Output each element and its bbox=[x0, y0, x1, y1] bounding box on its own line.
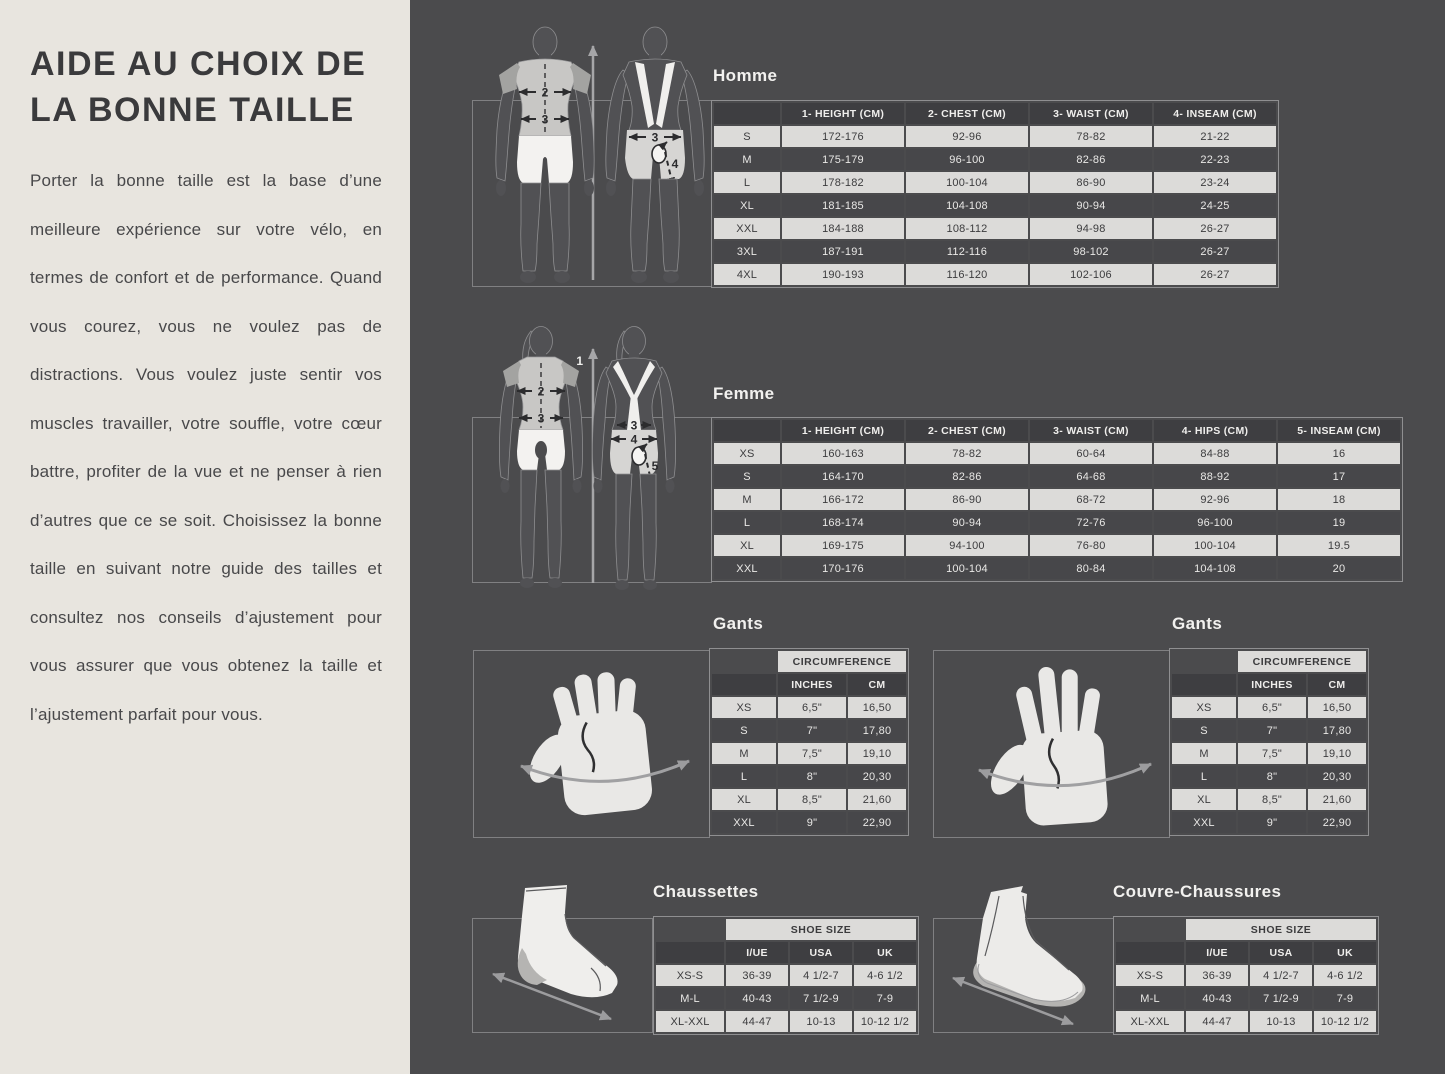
size-row-XL-XXL bbox=[656, 1011, 916, 1032]
size-table bbox=[711, 100, 1279, 288]
value-cell: 96-100 bbox=[906, 149, 1028, 170]
value-cell: 20 bbox=[1278, 558, 1400, 579]
value-cell: 7" bbox=[1238, 720, 1306, 741]
page-title: AIDE AU CHOIX DE LA BONNE TAILLE bbox=[30, 45, 367, 129]
value-cell: 21-22 bbox=[1154, 126, 1276, 147]
size-label-cell: XS bbox=[714, 443, 780, 464]
value-cell: 104-108 bbox=[906, 195, 1028, 216]
size-label-cell: XS-S bbox=[656, 965, 724, 986]
intro-paragraph: Porter la bonne taille est la base d’une meilleure expérience sur votre vélo, en termes de confort et de performance. Quand vous courez, vous ne voulez pas de distractions. Vous voulez juste sentir vos muscles travailler, votre souffle, votre cœur battre, profiter de la vue et ne penser à rien d’autres que ce se soit. Choisissez la bonne taille en suivant notre guide des tailles et consultez nos conseils d’ajustement pour vous assurer que vous obtenez la taille et l’ajustement parfait pour vous. bbox=[30, 171, 382, 724]
column-header-cell: USA bbox=[1250, 942, 1312, 963]
value-cell: 108-112 bbox=[906, 218, 1028, 239]
value-cell: 26-27 bbox=[1154, 218, 1276, 239]
value-cell: 9" bbox=[778, 812, 846, 833]
header-row bbox=[712, 674, 906, 695]
gants-left-size-table bbox=[709, 648, 909, 836]
value-cell: 4-6 1/2 bbox=[1314, 965, 1376, 986]
size-row-XS bbox=[714, 443, 1400, 464]
value-cell: 17,80 bbox=[1308, 720, 1366, 741]
size-label-cell: S bbox=[714, 466, 780, 487]
value-cell: 19.5 bbox=[1278, 535, 1400, 556]
size-row-S bbox=[712, 720, 906, 741]
value-cell: 80-84 bbox=[1030, 558, 1152, 579]
value-cell: 26-27 bbox=[1154, 264, 1276, 285]
column-header-cell: 3- WAIST (CM) bbox=[1030, 103, 1152, 124]
size-row-XS-S bbox=[1116, 965, 1376, 986]
size-row-M bbox=[1172, 743, 1366, 764]
size-row-XL bbox=[714, 535, 1400, 556]
column-header-cell: 2- CHEST (CM) bbox=[906, 103, 1028, 124]
value-cell: 82-86 bbox=[1030, 149, 1152, 170]
femme-size-table bbox=[711, 417, 1403, 582]
value-cell: 20,30 bbox=[1308, 766, 1366, 787]
size-row-M bbox=[712, 743, 906, 764]
size-label-cell: L bbox=[1172, 766, 1236, 787]
size-label-cell: XS bbox=[712, 697, 776, 718]
value-cell: 26-27 bbox=[1154, 241, 1276, 262]
size-row-XS bbox=[712, 697, 906, 718]
size-row-4XL bbox=[714, 264, 1276, 285]
value-cell: 72-76 bbox=[1030, 512, 1152, 533]
column-header-cell: I/UE bbox=[726, 942, 788, 963]
size-label-cell: XL bbox=[1172, 789, 1236, 810]
value-cell: 104-108 bbox=[1154, 558, 1276, 579]
value-cell: 175-179 bbox=[782, 149, 904, 170]
value-cell: 184-188 bbox=[782, 218, 904, 239]
group-header-row bbox=[712, 651, 906, 672]
size-row-XL bbox=[714, 195, 1276, 216]
value-cell: 8,5" bbox=[1238, 789, 1306, 810]
value-cell: 100-104 bbox=[906, 172, 1028, 193]
femme-front-figure bbox=[499, 327, 582, 589]
overshoe-illustration bbox=[933, 878, 1113, 1036]
size-row-XS bbox=[1172, 697, 1366, 718]
size-guide-panel bbox=[410, 0, 1445, 1074]
value-cell: 8" bbox=[1238, 766, 1306, 787]
size-row-XL bbox=[1172, 789, 1366, 810]
size-label-cell: L bbox=[714, 512, 780, 533]
size-row-XXL bbox=[714, 558, 1400, 579]
column-header-cell: INCHES bbox=[1238, 674, 1306, 695]
group-header-cell: SHOE SIZE bbox=[1186, 919, 1376, 940]
value-cell: 4 1/2-7 bbox=[1250, 965, 1312, 986]
header-row bbox=[656, 942, 916, 963]
size-table bbox=[1113, 916, 1379, 1035]
column-header-cell: 4- HIPS (CM) bbox=[1154, 420, 1276, 441]
chaussettes-size-table bbox=[653, 916, 919, 1035]
section-title-chaussettes: Chaussettes bbox=[653, 882, 759, 901]
sidebar bbox=[0, 0, 410, 1074]
value-cell: 68-72 bbox=[1030, 489, 1152, 510]
size-row-S bbox=[1172, 720, 1366, 741]
column-header-cell: CM bbox=[848, 674, 906, 695]
value-cell: 7-9 bbox=[1314, 988, 1376, 1009]
sock-illustration bbox=[473, 878, 653, 1033]
column-header-cell bbox=[714, 103, 780, 124]
column-header-cell: 3- WAIST (CM) bbox=[1030, 420, 1152, 441]
value-cell: 64-68 bbox=[1030, 466, 1152, 487]
column-header-cell bbox=[712, 674, 776, 695]
measure-label-waist: 3 bbox=[541, 112, 549, 127]
size-label-cell: M-L bbox=[1116, 988, 1184, 1009]
value-cell: 44-47 bbox=[726, 1011, 788, 1032]
value-cell: 92-96 bbox=[906, 126, 1028, 147]
value-cell: 168-174 bbox=[782, 512, 904, 533]
header-row bbox=[1172, 674, 1366, 695]
size-label-cell: M bbox=[712, 743, 776, 764]
size-row-M-L bbox=[656, 988, 916, 1009]
value-cell: 19 bbox=[1278, 512, 1400, 533]
value-cell: 23-24 bbox=[1154, 172, 1276, 193]
size-label-cell: XL-XXL bbox=[1116, 1011, 1184, 1032]
value-cell: 9" bbox=[1238, 812, 1306, 833]
size-label-cell: S bbox=[712, 720, 776, 741]
size-label-cell: L bbox=[712, 766, 776, 787]
size-label-cell: XL bbox=[714, 535, 780, 556]
value-cell: 172-176 bbox=[782, 126, 904, 147]
size-label-cell: 4XL bbox=[714, 264, 780, 285]
value-cell: 40-43 bbox=[1186, 988, 1248, 1009]
measure-label-waist: 3 bbox=[537, 411, 545, 426]
value-cell: 170-176 bbox=[782, 558, 904, 579]
value-cell: 84-88 bbox=[1154, 443, 1276, 464]
value-cell: 178-182 bbox=[782, 172, 904, 193]
value-cell: 7" bbox=[778, 720, 846, 741]
header-row bbox=[1116, 942, 1376, 963]
section-title-homme: Homme bbox=[713, 66, 778, 85]
size-label-cell: XXL bbox=[1172, 812, 1236, 833]
value-cell: 86-90 bbox=[1030, 172, 1152, 193]
measure-label-height: 1 bbox=[576, 354, 583, 368]
value-cell: 96-100 bbox=[1154, 512, 1276, 533]
value-cell: 10-13 bbox=[1250, 1011, 1312, 1032]
spacer-cell bbox=[1172, 651, 1236, 672]
value-cell: 102-106 bbox=[1030, 264, 1152, 285]
value-cell: 90-94 bbox=[906, 512, 1028, 533]
value-cell: 7-9 bbox=[854, 988, 916, 1009]
value-cell: 7 1/2-9 bbox=[1250, 988, 1312, 1009]
value-cell: 94-100 bbox=[906, 535, 1028, 556]
size-label-cell: 3XL bbox=[714, 241, 780, 262]
size-table bbox=[709, 648, 909, 836]
column-header-cell: CM bbox=[1308, 674, 1366, 695]
size-label-cell: XL-XXL bbox=[656, 1011, 724, 1032]
measure-label-inseam: 5 bbox=[651, 459, 659, 473]
value-cell: 36-39 bbox=[1186, 965, 1248, 986]
size-row-M-L bbox=[1116, 988, 1376, 1009]
value-cell: 76-80 bbox=[1030, 535, 1152, 556]
size-label-cell: XL bbox=[714, 195, 780, 216]
size-row-XL-XXL bbox=[1116, 1011, 1376, 1032]
homme-size-table bbox=[711, 100, 1279, 288]
value-cell: 100-104 bbox=[1154, 535, 1276, 556]
section-title-couvre-chaussures: Couvre-Chaussures bbox=[1113, 882, 1282, 901]
size-row-3XL bbox=[714, 241, 1276, 262]
size-table bbox=[1169, 648, 1369, 836]
group-header-row bbox=[1116, 919, 1376, 940]
value-cell: 19,10 bbox=[1308, 743, 1366, 764]
size-row-L bbox=[1172, 766, 1366, 787]
column-header-cell: INCHES bbox=[778, 674, 846, 695]
value-cell: 60-64 bbox=[1030, 443, 1152, 464]
column-header-cell: 1- HEIGHT (CM) bbox=[782, 420, 904, 441]
column-header-cell: I/UE bbox=[1186, 942, 1248, 963]
value-cell: 166-172 bbox=[782, 489, 904, 510]
column-header-cell bbox=[714, 420, 780, 441]
size-row-XL bbox=[712, 789, 906, 810]
size-label-cell: M bbox=[714, 489, 780, 510]
value-cell: 88-92 bbox=[1154, 466, 1276, 487]
column-header-cell: UK bbox=[854, 942, 916, 963]
femme-figures-illustration bbox=[455, 315, 725, 593]
size-table bbox=[653, 916, 919, 1035]
size-row-L bbox=[714, 172, 1276, 193]
section-title-femme: Femme bbox=[713, 384, 775, 403]
value-cell: 86-90 bbox=[906, 489, 1028, 510]
section-title-gants-right: Gants bbox=[1172, 614, 1223, 633]
column-header-cell: 5- INSEAM (CM) bbox=[1278, 420, 1400, 441]
value-cell: 10-13 bbox=[790, 1011, 852, 1032]
value-cell: 116-120 bbox=[906, 264, 1028, 285]
value-cell: 112-116 bbox=[906, 241, 1028, 262]
size-row-S bbox=[714, 126, 1276, 147]
value-cell: 160-163 bbox=[782, 443, 904, 464]
femme-back-figure bbox=[592, 327, 675, 591]
size-label-cell: S bbox=[714, 126, 780, 147]
value-cell: 7 1/2-9 bbox=[790, 988, 852, 1009]
value-cell: 7,5" bbox=[1238, 743, 1306, 764]
value-cell: 22,90 bbox=[1308, 812, 1366, 833]
value-cell: 98-102 bbox=[1030, 241, 1152, 262]
column-header-cell: 1- HEIGHT (CM) bbox=[782, 103, 904, 124]
size-row-M bbox=[714, 489, 1400, 510]
size-label-cell: S bbox=[1172, 720, 1236, 741]
homme-front-figure bbox=[496, 27, 594, 283]
size-label-cell: XXL bbox=[714, 558, 780, 579]
value-cell: 16,50 bbox=[848, 697, 906, 718]
couvre-chaussures-size-table bbox=[1113, 916, 1379, 1035]
size-label-cell: XXL bbox=[712, 812, 776, 833]
size-table bbox=[711, 417, 1403, 582]
spacer-cell bbox=[656, 919, 724, 940]
value-cell: 18 bbox=[1278, 489, 1400, 510]
value-cell: 181-185 bbox=[782, 195, 904, 216]
header-row bbox=[714, 420, 1400, 441]
value-cell: 40-43 bbox=[726, 988, 788, 1009]
value-cell: 7,5" bbox=[778, 743, 846, 764]
value-cell: 19,10 bbox=[848, 743, 906, 764]
size-label-cell: XXL bbox=[714, 218, 780, 239]
size-label-cell: XS-S bbox=[1116, 965, 1184, 986]
value-cell: 21,60 bbox=[848, 789, 906, 810]
measure-label-chest: 2 bbox=[541, 85, 549, 100]
section-title-gants-left: Gants bbox=[713, 614, 764, 633]
value-cell: 20,30 bbox=[848, 766, 906, 787]
header-row bbox=[714, 103, 1276, 124]
value-cell: 16 bbox=[1278, 443, 1400, 464]
gants-right-size-table bbox=[1169, 648, 1369, 836]
hand-illustration bbox=[963, 658, 1167, 838]
size-label-cell: M bbox=[714, 149, 780, 170]
value-cell: 94-98 bbox=[1030, 218, 1152, 239]
value-cell: 10-12 1/2 bbox=[854, 1011, 916, 1032]
size-row-L bbox=[712, 766, 906, 787]
homme-figures-illustration bbox=[455, 18, 725, 290]
group-header-cell: SHOE SIZE bbox=[726, 919, 916, 940]
value-cell: 8,5" bbox=[778, 789, 846, 810]
spacer-cell bbox=[712, 651, 776, 672]
value-cell: 100-104 bbox=[906, 558, 1028, 579]
measure-label-back-waist: 3 bbox=[651, 130, 659, 145]
value-cell: 36-39 bbox=[726, 965, 788, 986]
value-cell: 169-175 bbox=[782, 535, 904, 556]
value-cell: 78-82 bbox=[1030, 126, 1152, 147]
size-row-XS-S bbox=[656, 965, 916, 986]
size-label-cell: M-L bbox=[656, 988, 724, 1009]
group-header-row bbox=[1172, 651, 1366, 672]
value-cell: 92-96 bbox=[1154, 489, 1276, 510]
value-cell: 24-25 bbox=[1154, 195, 1276, 216]
column-header-cell: 2- CHEST (CM) bbox=[906, 420, 1028, 441]
value-cell: 4 1/2-7 bbox=[790, 965, 852, 986]
value-cell: 187-191 bbox=[782, 241, 904, 262]
measure-label-hips: 4 bbox=[630, 432, 638, 447]
size-label-cell: XS bbox=[1172, 697, 1236, 718]
measure-label-chest: 2 bbox=[537, 384, 545, 399]
value-cell: 82-86 bbox=[906, 466, 1028, 487]
size-row-L bbox=[714, 512, 1400, 533]
fingerless-glove-illustration bbox=[503, 663, 707, 835]
value-cell: 190-193 bbox=[782, 264, 904, 285]
size-label-cell: M bbox=[1172, 743, 1236, 764]
value-cell: 6,5" bbox=[778, 697, 846, 718]
value-cell: 22-23 bbox=[1154, 149, 1276, 170]
group-header-cell: CIRCUMFERENCE bbox=[1238, 651, 1366, 672]
column-header-cell: USA bbox=[790, 942, 852, 963]
size-row-XXL bbox=[714, 218, 1276, 239]
value-cell: 8" bbox=[778, 766, 846, 787]
spacer-cell bbox=[1116, 919, 1184, 940]
size-label-cell: XL bbox=[712, 789, 776, 810]
group-header-row bbox=[656, 919, 916, 940]
value-cell: 44-47 bbox=[1186, 1011, 1248, 1032]
size-row-XXL bbox=[1172, 812, 1366, 833]
size-label-cell: L bbox=[714, 172, 780, 193]
value-cell: 21,60 bbox=[1308, 789, 1366, 810]
value-cell: 78-82 bbox=[906, 443, 1028, 464]
measure-label-inseam: 4 bbox=[671, 157, 679, 171]
column-header-cell: UK bbox=[1314, 942, 1376, 963]
value-cell: 16,50 bbox=[1308, 697, 1366, 718]
column-header-cell bbox=[1172, 674, 1236, 695]
value-cell: 17,80 bbox=[848, 720, 906, 741]
column-header-cell bbox=[1116, 942, 1184, 963]
value-cell: 17 bbox=[1278, 466, 1400, 487]
homme-back-figure bbox=[606, 27, 704, 283]
column-header-cell bbox=[656, 942, 724, 963]
value-cell: 90-94 bbox=[1030, 195, 1152, 216]
value-cell: 164-170 bbox=[782, 466, 904, 487]
group-header-cell: CIRCUMFERENCE bbox=[778, 651, 906, 672]
value-cell: 6,5" bbox=[1238, 697, 1306, 718]
value-cell: 10-12 1/2 bbox=[1314, 1011, 1376, 1032]
measure-label-back-waist: 3 bbox=[630, 418, 638, 433]
column-header-cell: 4- INSEAM (CM) bbox=[1154, 103, 1276, 124]
size-row-XXL bbox=[712, 812, 906, 833]
value-cell: 22,90 bbox=[848, 812, 906, 833]
size-row-S bbox=[714, 466, 1400, 487]
value-cell: 4-6 1/2 bbox=[854, 965, 916, 986]
size-row-M bbox=[714, 149, 1276, 170]
